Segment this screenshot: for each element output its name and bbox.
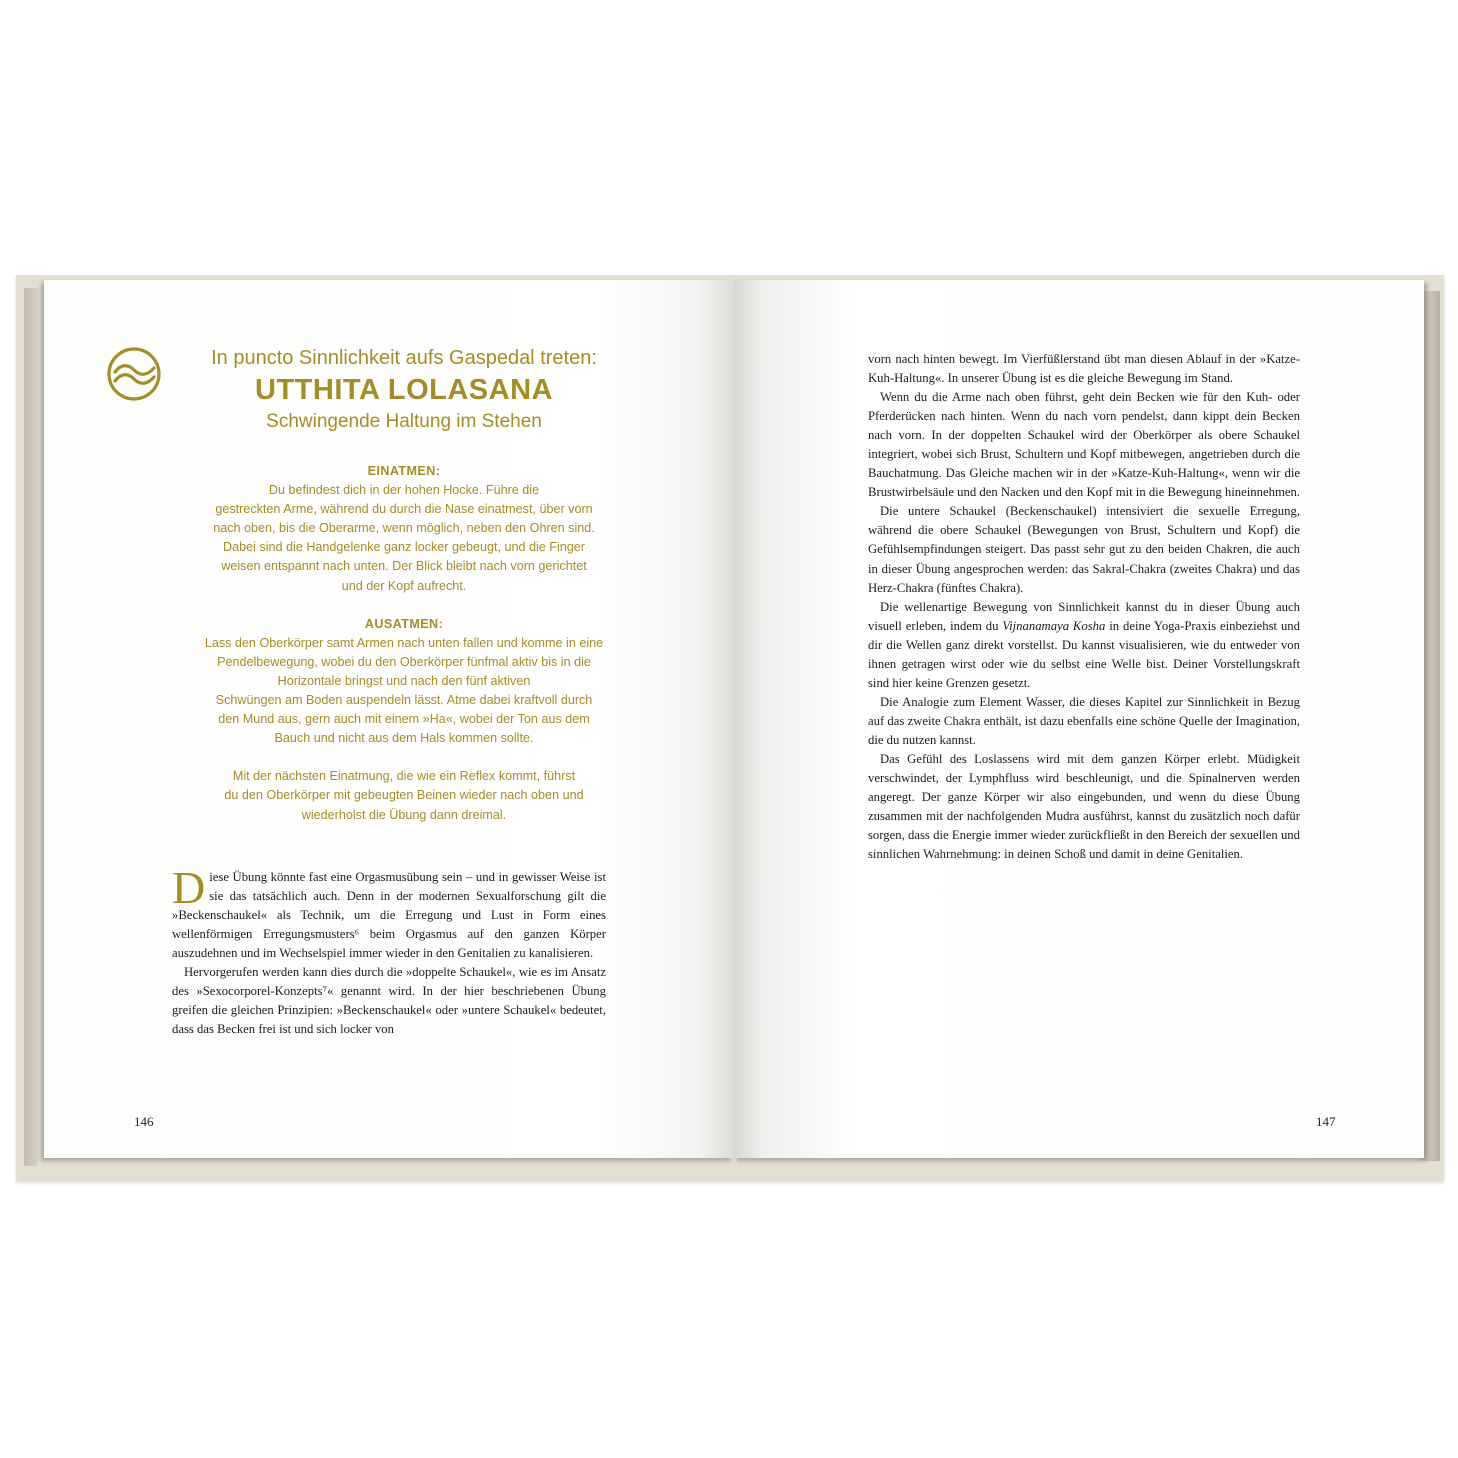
paragraph-text: in deine Yoga-Praxis einbeziehst und dir die Wellen ganz direkt vorstellst. Du kannst visualisieren, wie du entweder von ihnen getragen wirst oder wie du selbst eine Welle bist. Deiner Vorstellungskraft sind hier keine Grenzen gesetzt. [868,618,1300,690]
body-paragraph: Wenn du die Arme nach oben führst, geht dein Becken wie für den Kuh- oder Pferderücken nach hinten. Wenn du nach vorn pendelst, dann kippt dein Becken nach vorn. In der doppelten Schaukel wird der Oberkörper als obere Schaukel integriert, wobei sich Brust, Schultern und Kopf mitbewegen, angetrieben durch die Bauchatmung. Das Gleiche machen wir in der »Katze-Kuh-Haltung«, wenn wir die Brustwirbelsäule und den Nacken und den Kopf mit in die Bewegung hineinnehmen. [868,390,1300,500]
paragraph-text: Die wellenartige Bewegung von Sinnlichkeit kannst du in dieser Übung auch visuell erleben, indem du [868,599,1300,633]
exhale-label: AUSATMEN: [364,616,444,631]
closing-line: wiederholst die Übung dann dreimal. [301,807,507,822]
exercise-subtitle: Schwingende Haltung im Stehen [266,411,542,432]
inhale-line: Dabei sind die Handgelenke ganz locker gebeugt, und die Finger [223,540,585,555]
inhale-line: und der Kopf aufrecht. [341,578,467,593]
exhale-line: Pendelbewegung, wobei du den Oberkörper fünfmal aktiv bis in die [217,654,591,669]
body-paragraph: Das Gefühl des Loslassens wird mit dem ganzen Körper erlebt. Müdigkeit verschwindet, der Lymphfluss wird beschleunigt, und die Spinalnerven werden angeregt. Der ganze Körper wir also eingebunden, und wenn du diese Übung zusammen mit der nachfolgenden Mudra ausführst, kannst du zusätzlich noch dafür sorgen, dass die Energie immer wieder zurückfließt in den Bereich der sexuellen und sinnlichen Wahrnehmung: in deinen Schoß und damit in deine Genitalien. [868,751,1300,862]
drop-cap: D [172,862,206,913]
page-number: 147 [1316,1114,1336,1129]
inhale-line: gestreckten Arme, während du durch die Nase einatmest, über vorn [215,502,593,517]
exhale-line: Lass den Oberkörper samt Armen nach unten fallen und komme in eine [204,635,604,650]
closing-line: du den Oberkörper mit gebeugten Beinen wieder nach oben und [224,788,584,803]
left-page [44,280,734,1158]
inhale-line: Du befindest dich in der hohen Hocke. Führe die [268,483,540,498]
breathing-instructions [164,462,644,825]
exercise-heading [174,344,634,436]
closing-line: Mit der nächsten Einatmung, die wie ein Reflex kommt, führst [232,769,576,784]
exhale-line: Bauch und nicht aus dem Hals kommen sollte. [274,731,534,746]
right-page [734,280,1424,1158]
italic-term: Vijnanamaya Kosha [1002,618,1106,633]
wave-circle-icon [106,346,162,402]
exhale-line: Horizontale bringst und nach den fünf aktiven [277,673,531,688]
body-paragraph: Die untere Schaukel (Beckenschaukel) intensiviert die sexuelle Erregung, während die obere Schaukel (Bewegungen von Brust, Schultern und Kopf) die Gefühlsempfindungen steigert. Das passt sehr gut zu den beiden Chakren, die auch in dieser Übung angesprochen werden: das Sakral-Chakra (zweites Chakra) und das Herz-Chakra (fünftes Chakra). [868,504,1300,595]
right-body-text [868,350,1300,864]
paragraph-text: iese Übung könnte fast eine Orgasmusübung sein – und in gewisser Weise ist sie das tatsächlich auch. Denn in der modernen Sexualforschung gilt die »Beckenschaukel« als Technik, um die Erregung und Lust in Form eines wellenförmigen Erregungsmusters⁶ beim Orgasmus auf den ganzen Körper auszudehnen und im Wechselspiel immer wieder in den Genitalien zu kanalisieren. [172,870,606,961]
heading-kicker: In puncto Sinnlichkeit aufs Gaspedal treten: [211,347,597,369]
inhale-line: nach oben, bis die Oberarme, wenn möglich, neben den Ohren sind. [213,521,595,536]
exhale-line: Schwüngen am Boden auspendeln lässt. Atme dabei kraftvoll durch [215,693,593,708]
exercise-title: UTTHITA LOLASANA [255,374,553,406]
inhale-line: weisen entspannt nach unten. Der Blick bleibt nach vorn gerichtet [221,559,587,574]
book-cover-edge-left [24,288,38,1166]
body-paragraph [172,862,606,963]
body-paragraph: Die Analogie zum Element Wasser, die dieses Kapitel zur Sinnlichkeit in Bezug auf das zweite Chakra enthält, ist dazu ebenfalls eine schöne Quelle der Imagination, die du nutzen kannst. [868,694,1300,747]
body-paragraph: vorn nach hinten bewegt. Im Vierfüßlerstand übt man diesen Ablauf in der »Katze-Kuh-Haltung«. In unserer Übung ist es die gleiche Bewegung im Stand. [868,352,1300,386]
body-paragraph: Hervorgerufen werden kann dies durch die »doppelte Schaukel«, wie es im Ansatz des »Sexocorporel-Konzepts⁷« genannt wird. In der hier beschriebenen Übung greifen die gleichen Prinzipien: »Beckenschaukel« oder »untere Schaukel« bedeutet, dass das Becken frei ist und sich locker von [172,965,606,1037]
body-paragraph [868,598,1300,693]
exhale-line: den Mund aus, gern auch mit einem »Ha«, wobei der Ton aus dem [218,712,590,727]
left-body-text [172,862,606,1039]
inhale-label: EINATMEN: [367,464,441,478]
page-number: 146 [134,1114,154,1129]
